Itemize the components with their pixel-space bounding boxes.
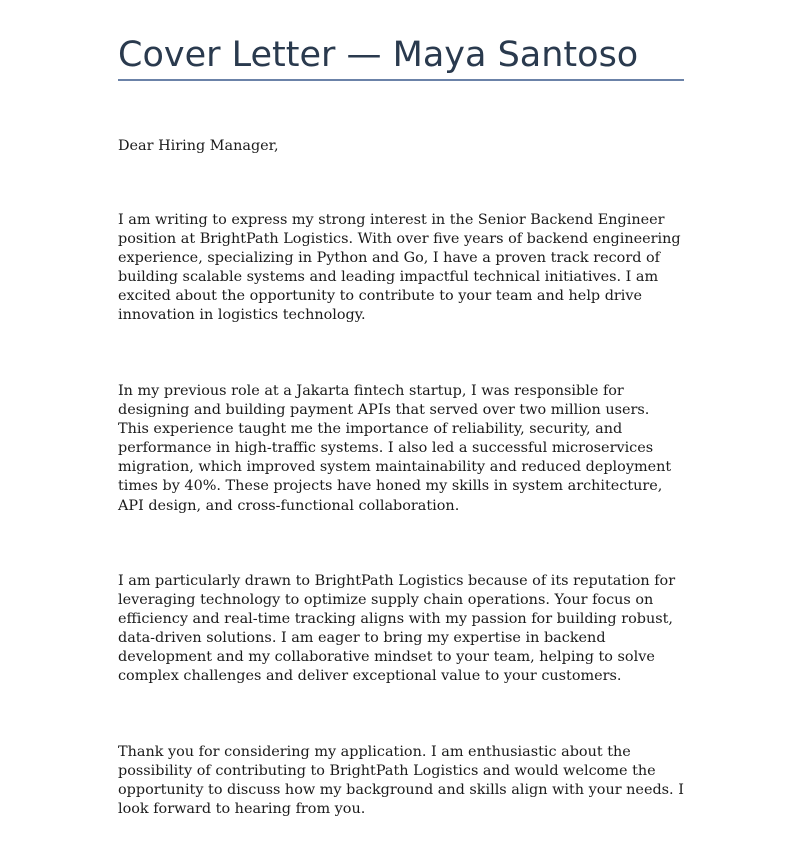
paragraph-motivation: I am particularly drawn to BrightPath Logistics because of its reputation for leveraging technology to optimize supply chain operations. Your focus on efficiency and real-time tracking aligns with my passion for building robust, data-driven solutions. I am eager to bring my expertise in backend development and my collaborative mindset to your team, helping to solve complex challenges and deliver exceptional value to your customers. bbox=[118, 573, 676, 685]
salutation: Dear Hiring Manager, bbox=[118, 138, 279, 154]
title-divider bbox=[118, 79, 684, 81]
page-title: Cover Letter — Maya Santoso bbox=[118, 35, 639, 75]
paragraph-closing: Thank you for considering my application. I am enthusiastic about the possibility of contributing to BrightPath Logistics and would welcome the opportunity to discuss how my background and skills align with your needs. I look forward to hearing from you. bbox=[118, 744, 684, 818]
paragraph-experience: In my previous role at a Jakarta fintech startup, I was responsible for designing and building payment APIs that served over two million users. This experience taught me the importance of reliability, security, and performance in high-traffic systems. I also led a successful microservices migration, which improved system maintainability and reduced deployment times by 40%. These projects have honed my skills in system architecture, API design, and cross-functional collaboration. bbox=[118, 383, 672, 514]
paragraph-intro: I am writing to express my strong interest in the Senior Backend Engineer position at BrightPath Logistics. With over five years of backend engineering experience, specializing in Python and Go, I have a proven track record of building scalable systems and leading impactful technical initiatives. I am excited about the opportunity to contribute to your team and help drive innovation in logistics technology. bbox=[118, 212, 681, 324]
